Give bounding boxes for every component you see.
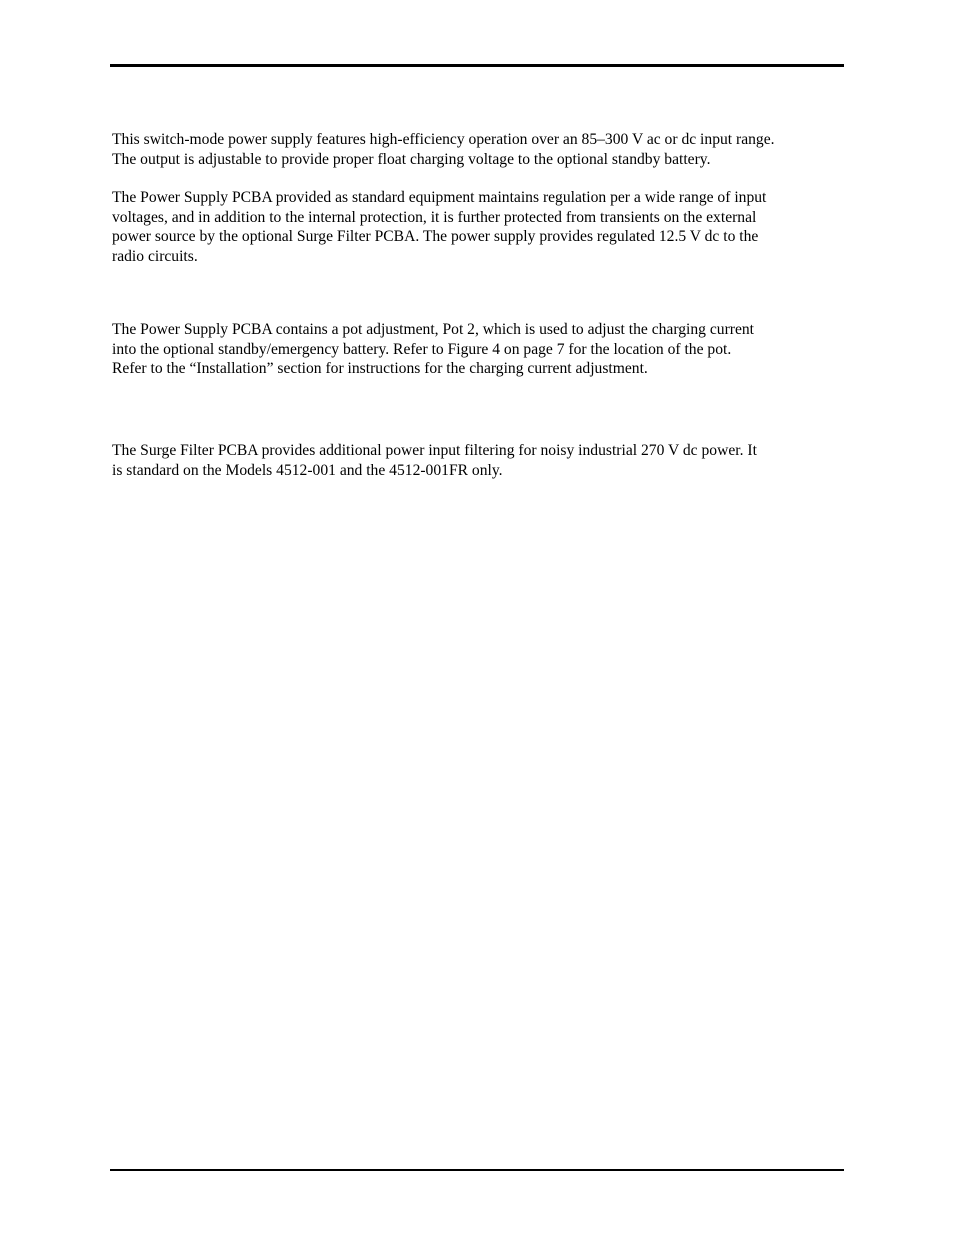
text-line: is standard on the Models 4512-001 and the 4512-001FR only. (112, 461, 503, 479)
text-line: Refer to the “Installation” section for instructions for the charging current adjustment. (112, 360, 648, 378)
paragraph-power-supply-pcba (112, 188, 852, 266)
text-line: voltages, and in addition to the internal protection, it is further protected from transients on the external (112, 208, 757, 226)
paragraph-pot-adjustment (112, 320, 852, 379)
text-line: into the optional standby/emergency battery. Refer to Figure 4 on page 7 for the location of the pot. (112, 340, 732, 358)
text-line: radio circuits. (112, 247, 198, 265)
paragraph-power-supply-overview (112, 130, 852, 169)
text-line: The Power Supply PCBA provided as standard equipment maintains regulation per a wide range of input (112, 189, 767, 206)
text-line: The Power Supply PCBA contains a pot adjustment, Pot 2, which is used to adjust the charging current (112, 321, 755, 338)
text-line: The Surge Filter PCBA provides additional power input filtering for noisy industrial 270 V dc power. It (112, 442, 757, 459)
header-rule (110, 64, 844, 67)
paragraph-surge-filter (112, 441, 852, 480)
text-line: power source by the optional Surge Filter PCBA. The power supply provides regulated 12.5 V dc to the (112, 228, 759, 246)
text-line: The output is adjustable to provide proper float charging voltage to the optional standby battery. (112, 150, 711, 168)
text-line: This switch-mode power supply features high-efficiency operation over an 85–300 V ac or dc input range. (112, 131, 775, 148)
footer-rule (110, 1169, 844, 1171)
